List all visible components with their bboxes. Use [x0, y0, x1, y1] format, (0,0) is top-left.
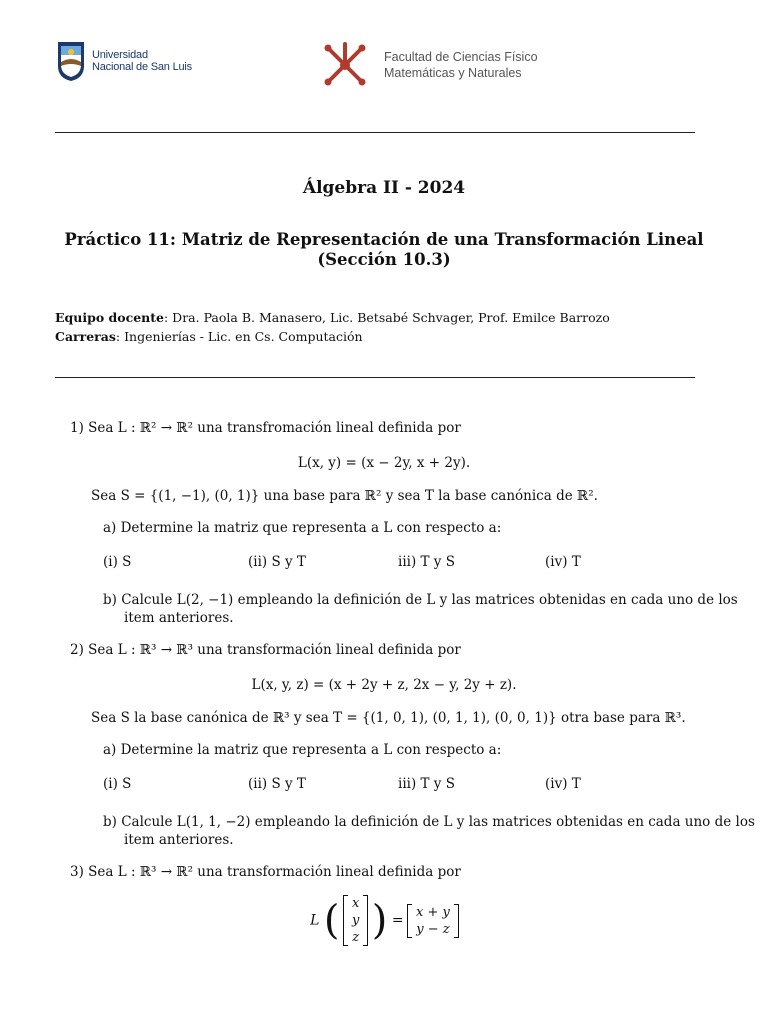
- top-divider: [55, 132, 695, 133]
- university-name-line1: Universidad: [92, 49, 148, 61]
- ex2-part-b-line2: item anteriores.: [124, 832, 234, 848]
- ex3-equals: =: [391, 912, 404, 929]
- ex2-opt-iii: iii) T y S: [398, 776, 455, 792]
- ex3-L: L: [310, 912, 320, 929]
- ex2-opt-ii: (ii) S y T: [248, 776, 306, 792]
- subtitle-line2: (Sección 10.3): [317, 250, 451, 269]
- team-members: : Dra. Paola B. Manasero, Lic. Betsabé Schvager, Prof. Emilce Barrozo: [164, 310, 610, 325]
- ex1-opt-iii: iii) T y S: [398, 554, 455, 570]
- ex3-y: y: [351, 913, 360, 928]
- document-subtitle: [0, 230, 768, 270]
- ex3-input-vector: [344, 895, 367, 946]
- faculty-logo: [320, 40, 538, 90]
- team-label: Equipo docente: [55, 310, 164, 325]
- document-title: Álgebra II - 2024: [302, 178, 466, 198]
- subtitle-line1: Práctico 11: Matriz de Representación de una Transformación Lineal: [64, 230, 704, 249]
- ex2-intro: 2) Sea L : ℝ³ → ℝ³ una transformación lineal definida por: [70, 642, 461, 658]
- course-meta: [55, 308, 610, 346]
- ex1-part-b-line1: b) Calcule L(2, −1) empleando la definición de L y las matrices obtenidas en cada uno de los: [103, 592, 738, 608]
- university-name-line2: Nacional de San Luis: [92, 61, 192, 73]
- ex1-opt-i: (i) S: [103, 554, 132, 570]
- ex1-basis: Sea S = {(1, −1), (0, 1)} una base para ℝ² y sea T la base canónica de ℝ².: [91, 488, 598, 504]
- faculty-name-line1: Facultad de Ciencias Físico: [384, 50, 538, 64]
- ex2-opt-i: (i) S: [103, 776, 132, 792]
- faculty-emblem-icon: [320, 40, 370, 90]
- ex2-opt-iv: (iv) T: [545, 776, 581, 792]
- ex2-basis: Sea S la base canónica de ℝ³ y sea T = {(1, 0, 1), (0, 1, 1), (0, 0, 1)} otra base para ℝ³.: [91, 710, 686, 726]
- faculty-name-line2: Matemáticas y Naturales: [384, 66, 522, 80]
- ex3-z: z: [352, 930, 360, 945]
- ex2-part-a: a) Determine la matriz que representa a L con respecto a:: [103, 742, 502, 758]
- university-crest-icon: [56, 40, 86, 82]
- ex3-intro: 3) Sea L : ℝ³ → ℝ² una transformación lineal definida por: [70, 864, 461, 880]
- ex1-opt-iv: (iv) T: [545, 554, 581, 570]
- ex3-output-vector: [408, 904, 458, 938]
- careers-list: : Ingenierías - Lic. en Cs. Computación: [115, 329, 363, 344]
- ex1-opt-ii: (ii) S y T: [248, 554, 306, 570]
- ex2-part-b-line1: b) Calcule L(1, 1, −2) empleando la definición de L y las matrices obtenidas en cada uno de los: [103, 814, 755, 830]
- ex3-r2: y − z: [416, 921, 450, 937]
- ex3-x: x: [351, 896, 360, 911]
- ex1-part-a: a) Determine la matriz que representa a L con respecto a:: [103, 520, 502, 536]
- careers-label: Carreras: [55, 329, 116, 344]
- university-logo: [56, 40, 192, 82]
- ex2-formula: L(x, y, z) = (x + 2y + z, 2x − y, 2y + z).: [251, 677, 517, 693]
- ex1-part-b-line2: item anteriores.: [124, 610, 234, 626]
- ex3-formula: L ( x y z ) = x + y y − z: [0, 895, 768, 946]
- ex1-formula: L(x, y) = (x − 2y, x + 2y).: [297, 455, 471, 471]
- ex3-r1: x + y: [416, 904, 450, 920]
- bottom-divider: [55, 377, 695, 378]
- ex1-intro: 1) Sea L : ℝ² → ℝ² una transfromación lineal definida por: [70, 420, 461, 436]
